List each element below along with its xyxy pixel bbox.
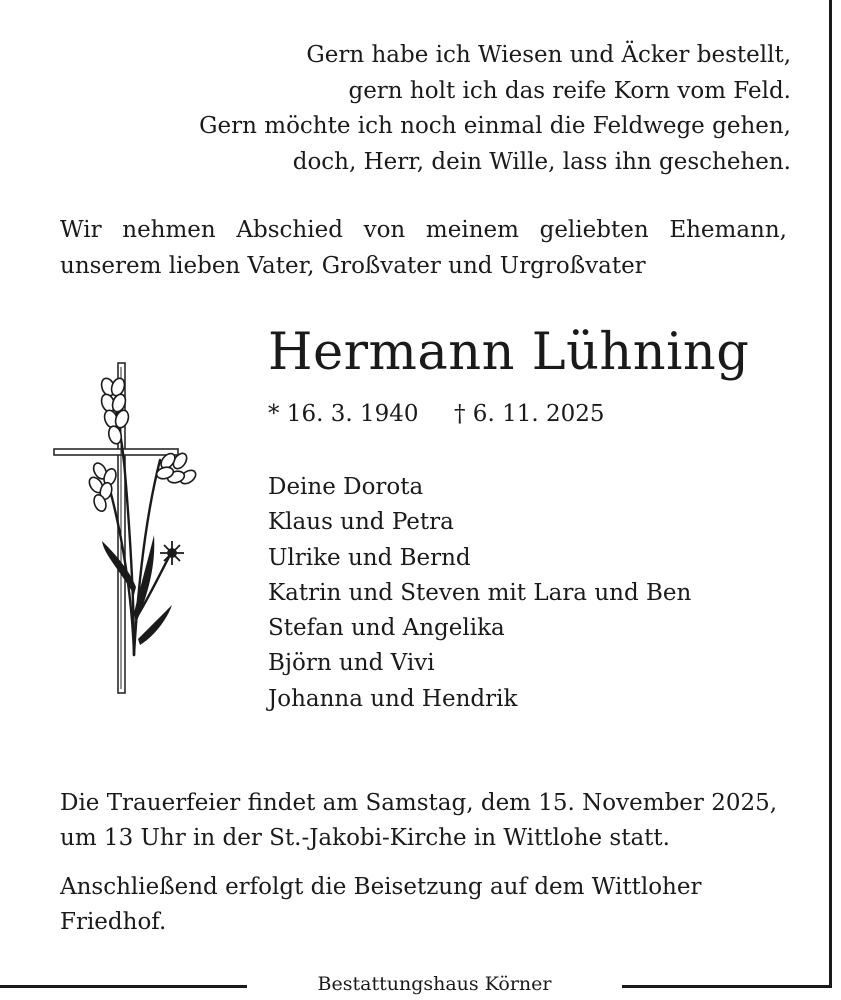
- intro-line: Wir nehmen Abschied von meinem geliebten Ehemann,: [60, 217, 787, 243]
- mourner-entry: Stefan und Angelika: [268, 615, 505, 642]
- mourners-list: [268, 470, 691, 717]
- life-dates: [268, 398, 605, 430]
- mourner-entry: Deine Dorota: [268, 474, 424, 500]
- poem-line: doch, Herr, dein Wille, lass ihn geschehen.: [292, 148, 791, 175]
- death-date: † 6. 11. 2025: [454, 401, 605, 427]
- frame-border-bottom-left: [0, 985, 247, 988]
- mourner-entry: Ulrike und Bernd: [268, 544, 471, 571]
- service-line: um 13 Uhr in der St.-Jakobi-Kirche in Wittlohe statt.: [60, 825, 670, 851]
- farewell-intro: [60, 212, 787, 284]
- intro-line: unserem lieben Vater, Großvater und Urgroßvater: [60, 253, 646, 279]
- service-info: [60, 786, 777, 856]
- mourner-entry: Klaus und Petra: [268, 509, 454, 536]
- service-line: Die Trauerfeier findet am Samstag, dem 15. November 2025,: [60, 790, 778, 816]
- frame-border-bottom-right: [622, 985, 832, 988]
- burial-info: [60, 870, 701, 940]
- cross-with-wheat-icon: [38, 355, 198, 695]
- poem-line: Gern habe ich Wiesen und Äcker bestellt,: [306, 42, 791, 68]
- poem: [199, 38, 791, 180]
- burial-line: Anschließend erfolgt die Beisetzung auf dem Wittloher: [60, 874, 702, 900]
- mourner-entry: Johanna und Hendrik: [268, 685, 518, 712]
- poem-line: Gern möchte ich noch einmal die Feldwege gehen,: [199, 113, 791, 139]
- poem-line: gern holt ich das reife Korn vom Feld.: [348, 77, 791, 104]
- mourner-entry: Björn und Vivi: [268, 650, 435, 677]
- deceased-name: Hermann Lühning: [268, 323, 750, 382]
- mourner-entry: Katrin und Steven mit Lara und Ben: [268, 579, 692, 606]
- burial-line: Friedhof.: [60, 909, 167, 935]
- frame-border-right: [829, 0, 832, 987]
- birth-date: * 16. 3. 1940: [268, 401, 419, 427]
- funeral-home: Bestattungshaus Körner: [317, 973, 552, 995]
